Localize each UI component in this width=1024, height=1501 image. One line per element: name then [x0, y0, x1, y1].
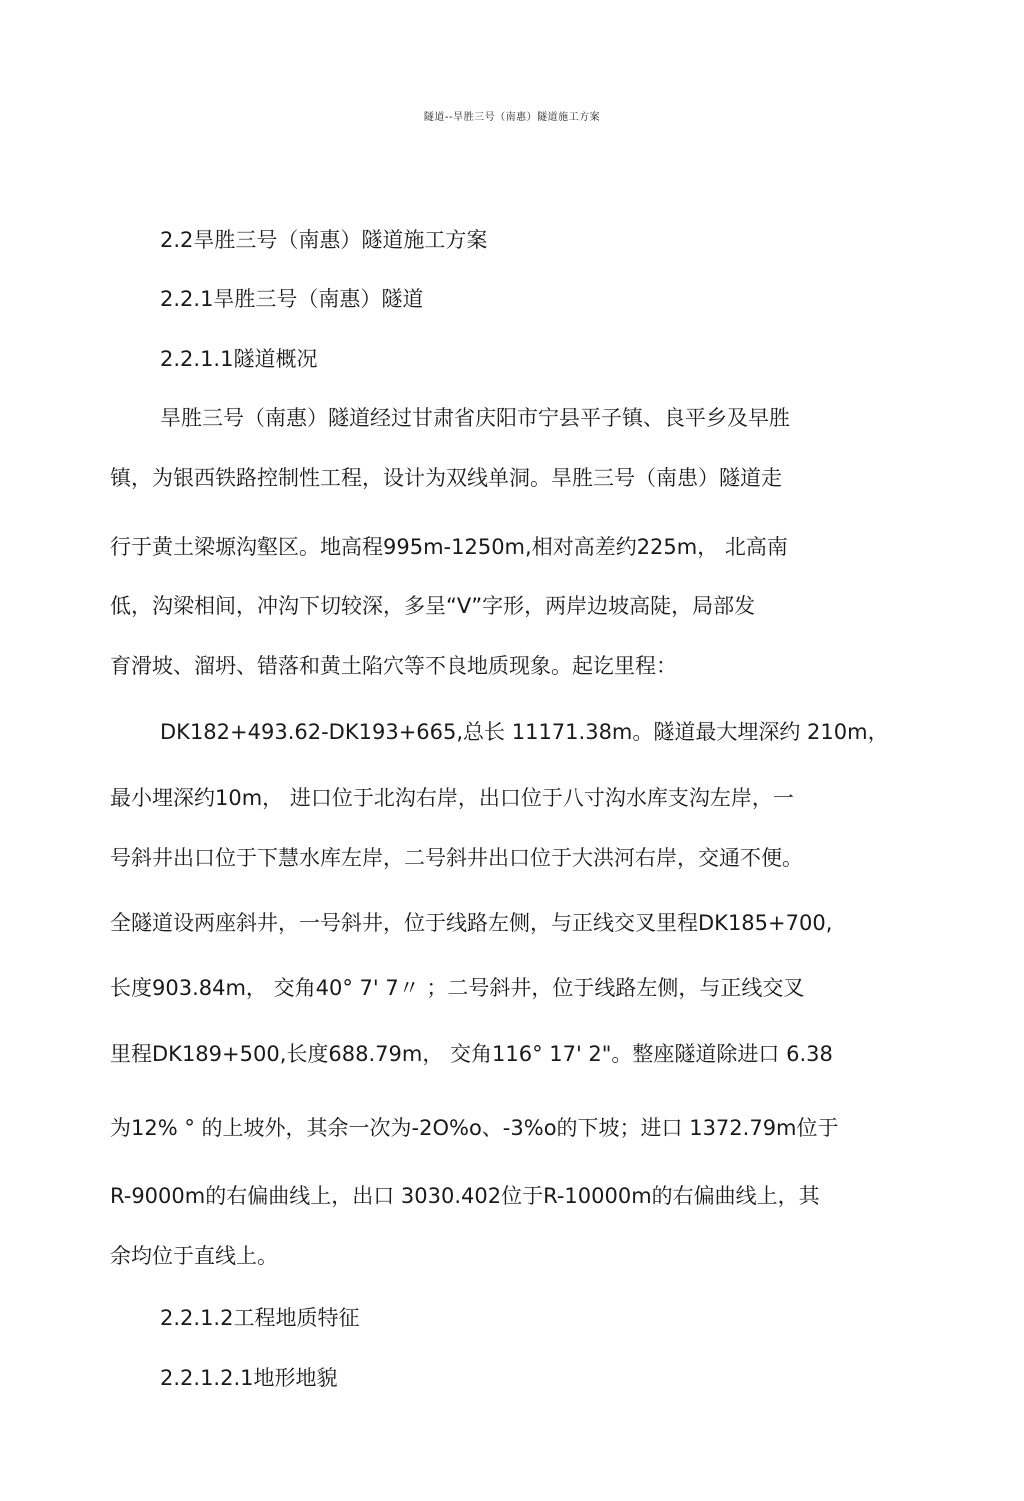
- paragraph-line: 旱胜三号（南惠）隧道经过甘肃省庆阳市宁县平子镇、良平乡及早胜: [160, 406, 790, 430]
- heading-2-2-1: 2.2.1旱胜三号（南惠）隧道: [160, 287, 424, 311]
- paragraph-line: 为12% ° 的上坡外，其余一次为-2O%o、-3%o的下坡；进口 1372.79m位于: [110, 1116, 839, 1140]
- paragraph-line: 全隧道设两座斜井，一号斜井，位于线路左侧，与正线交叉里程DK185+700,: [110, 911, 833, 935]
- paragraph-line: 余均位于直线上。: [110, 1244, 278, 1268]
- paragraph-line: 长度903.84m， 交角40° 7' 7〃 ；二号斜井，位于线路左侧，与正线交叉: [110, 976, 805, 1000]
- paragraph-line: 里程DK189+500,长度688.79m， 交角116° 17' 2"。整座隧道除进口 6.38: [110, 1042, 833, 1066]
- paragraph-line: DK182+493.62-DK193+665,总长 11171.38m。隧道最大埋深约 210m，: [160, 720, 889, 744]
- paragraph-line: 行于黄土梁塬沟壑区。地高程995m-1250m,相对高差约225m， 北高南: [110, 535, 788, 559]
- paragraph-line: R-9000m的右偏曲线上，出口 3030.402位于R-10000m的右偏曲线上，其: [110, 1184, 820, 1208]
- heading-2-2-1-2-1: 2.2.1.2.1地形地貌: [160, 1366, 338, 1390]
- heading-2-2-1-1: 2.2.1.1隧道概况: [160, 347, 318, 371]
- paragraph-line: 最小埋深约10m， 进口位于北沟右岸，出口位于八寸沟水库支沟左岸，一: [110, 786, 794, 810]
- paragraph-line: 低，沟梁相间，冲沟下切较深，多呈“V”字形，两岸边坡高陡，局部发: [110, 594, 756, 618]
- heading-2-2-1-2: 2.2.1.2工程地质特征: [160, 1306, 360, 1330]
- paragraph-line: 镇，为银西铁路控制性工程，设计为双线单洞。旱胜三号（南患）隧道走: [110, 466, 782, 490]
- paragraph-line: 号斜井出口位于下慧水库左岸，二号斜井出口位于大洪河右岸，交通不便。: [110, 846, 803, 870]
- document-title: 隧道--旱胜三号（南惠）隧道施工方案: [423, 112, 601, 123]
- heading-2-2: 2.2旱胜三号（南惠）隧道施工方案: [160, 228, 488, 252]
- paragraph-line: 育滑坡、溜坍、错落和黄土陷穴等不良地质现象。起讫里程：: [110, 654, 677, 678]
